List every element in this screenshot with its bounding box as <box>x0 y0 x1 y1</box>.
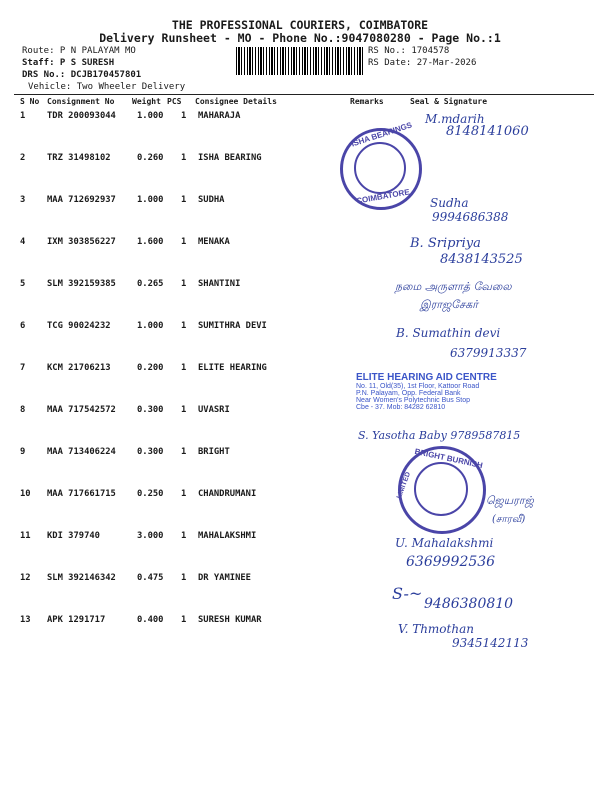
bright-burnish-stamp <box>395 446 486 534</box>
staff-label: Staff: P S SURESH <box>22 58 115 68</box>
bright-stamp-left: LIMITED <box>395 471 413 500</box>
row-consignee: MAHARAJA <box>198 111 241 121</box>
row-weight: 0.200 <box>137 363 164 373</box>
col-weight: Weight <box>132 97 161 106</box>
row-pcs: 1 <box>181 111 187 121</box>
row-sno: 12 <box>20 573 31 583</box>
col-sno: S No <box>20 97 40 106</box>
row-pcs: 1 <box>181 321 187 331</box>
handwritten-name: B. Sripriya <box>410 236 481 251</box>
elite-stamp-line: P.N. Palayam, Opp. Federal Bank <box>356 390 461 397</box>
row-sno: 11 <box>20 531 31 541</box>
row-consignment: TCG 90024232 <box>47 321 111 331</box>
row-consignment: MAA 712692937 <box>47 195 116 205</box>
row-weight: 1.000 <box>137 111 164 121</box>
row-consignee: ELITE HEARING <box>198 363 267 373</box>
row-consignee: SUDHA <box>198 195 225 205</box>
rs-number: RS No.: 1704578 <box>368 46 450 56</box>
handwritten-phone: 8148141060 <box>446 124 529 139</box>
handwritten-name: B. Sumathin devi <box>396 326 501 340</box>
row-pcs: 1 <box>181 279 187 289</box>
row-weight: 3.000 <box>137 531 164 541</box>
row-pcs: 1 <box>181 531 187 541</box>
row-weight: 0.265 <box>137 279 164 289</box>
document-subtitle: Delivery Runsheet - MO - Phone No.:9047080280 - Page No.:1 <box>99 31 501 45</box>
row-consignee: SURESH KUMAR <box>198 615 262 625</box>
row-sno: 10 <box>20 489 31 499</box>
row-consignee: BRIGHT <box>198 447 230 457</box>
row-consignee: UVASRI <box>198 405 230 415</box>
col-pcs: PCS <box>167 97 182 106</box>
rs-date: RS Date: 27-Mar-2026 <box>368 58 477 68</box>
row-pcs: 1 <box>181 195 187 205</box>
row-pcs: 1 <box>181 489 187 499</box>
row-consignment: TDR 200093044 <box>47 111 116 121</box>
row-weight: 1.000 <box>137 195 164 205</box>
handwritten-name-phone: S. Yasotha Baby 9789587815 <box>358 429 521 442</box>
handwritten-phone: 9994686388 <box>432 210 509 224</box>
row-consignment: MAA 717542572 <box>47 405 116 415</box>
handwritten-phone: 6379913337 <box>450 346 527 360</box>
row-sno: 2 <box>20 153 26 163</box>
row-consignee: SUMITHRA DEVI <box>198 321 267 331</box>
barcode <box>236 47 364 75</box>
row-consignee: MENAKA <box>198 237 230 247</box>
row-sno: 8 <box>20 405 26 415</box>
elite-stamp-line: Near Women's Polytechnic Bus Stop <box>356 397 471 404</box>
handwritten-phone: 9486380810 <box>424 596 514 612</box>
row-weight: 1.600 <box>137 237 164 247</box>
row-consignment: SLM 392146342 <box>47 573 116 583</box>
col-remarks: Remarks <box>350 97 384 106</box>
isha-stamp-top: ISHA BEARINGS <box>350 120 414 149</box>
handwritten-signature: S-~ <box>392 584 423 603</box>
row-consignee: DR YAMINEE <box>198 573 251 583</box>
handwritten-name: U. Mahalakshmi <box>395 536 494 550</box>
row-consignee: MAHALAKSHMI <box>198 531 257 541</box>
row-sno: 4 <box>20 237 26 247</box>
row-sno: 5 <box>20 279 26 289</box>
elite-stamp-line: Cbe - 37. Mob: 84282 62810 <box>356 404 446 411</box>
elite-stamp-line: No. 11, Old(35), 1st Floor, Kattoor Road <box>356 383 480 390</box>
document-title: THE PROFESSIONAL COURIERS, COIMBATORE <box>171 18 429 32</box>
handwritten-tamil: நமை அருளாத் வேலை <box>395 280 512 293</box>
bright-stamp-top: BRIGHT BURNISH <box>413 446 484 471</box>
row-sno: 3 <box>20 195 26 205</box>
handwritten-phone: 6369992536 <box>406 554 496 570</box>
handwritten-tamil: இராஜசேகர் <box>420 298 478 311</box>
row-consignment: SLM 392159385 <box>47 279 116 289</box>
row-weight: 0.400 <box>137 615 164 625</box>
row-weight: 0.250 <box>137 489 164 499</box>
row-pcs: 1 <box>181 237 187 247</box>
row-consignment: MAA 713406224 <box>47 447 116 457</box>
row-sno: 6 <box>20 321 26 331</box>
row-consignment: MAA 717661715 <box>47 489 116 499</box>
row-weight: 0.300 <box>137 405 164 415</box>
row-pcs: 1 <box>181 615 187 625</box>
row-weight: 0.300 <box>137 447 164 457</box>
row-pcs: 1 <box>181 153 187 163</box>
row-pcs: 1 <box>181 573 187 583</box>
row-consignee: CHANDRUMANI <box>198 489 257 499</box>
handwritten-name: M.mdarih <box>425 112 485 126</box>
row-pcs: 1 <box>181 405 187 415</box>
row-weight: 0.260 <box>137 153 164 163</box>
col-consignment: Consignment No <box>47 97 115 106</box>
row-pcs: 1 <box>181 363 187 373</box>
row-consignment: TRZ 31498102 <box>47 153 111 163</box>
elite-hearing-stamp <box>356 372 556 411</box>
row-weight: 0.475 <box>137 573 164 583</box>
row-weight: 1.000 <box>137 321 164 331</box>
row-sno: 13 <box>20 615 31 625</box>
handwritten-name: Sudha <box>430 196 469 210</box>
handwritten-tamil: ஜெயராஜ் <box>486 494 534 507</box>
row-consignment: KCM 21706213 <box>47 363 111 373</box>
route-label: Route: P N PALAYAM MO <box>22 46 136 56</box>
row-consignment: IXM 303856227 <box>47 237 116 247</box>
row-consignee: ISHA BEARING <box>198 153 262 163</box>
elite-stamp-title: ELITE HEARING AID CENTRE <box>356 372 497 383</box>
row-consignee: SHANTINI <box>198 279 241 289</box>
row-sno: 1 <box>20 111 26 121</box>
handwritten-phone: 8438143525 <box>440 252 523 267</box>
vehicle-label: Vehicle: Two Wheeler Delivery <box>28 82 186 92</box>
header-divider <box>14 94 594 95</box>
handwritten-phone: 9345142113 <box>452 636 529 650</box>
isha-bearings-stamp <box>340 120 422 210</box>
row-pcs: 1 <box>181 447 187 457</box>
col-seal: Seal & Signature <box>410 97 488 106</box>
row-sno: 7 <box>20 363 26 373</box>
row-sno: 9 <box>20 447 26 457</box>
row-consignment: KDI 379740 <box>47 531 100 541</box>
row-consignment: APK 1291717 <box>47 615 106 625</box>
isha-stamp-bottom: COIMBATORE <box>355 187 411 206</box>
col-consignee: Consignee Details <box>195 97 277 106</box>
handwritten-tamil: (சாரவீ) <box>492 514 526 525</box>
handwritten-name: V. Thmothan <box>398 622 474 636</box>
drs-label: DRS No.: DCJB170457801 <box>22 70 142 80</box>
